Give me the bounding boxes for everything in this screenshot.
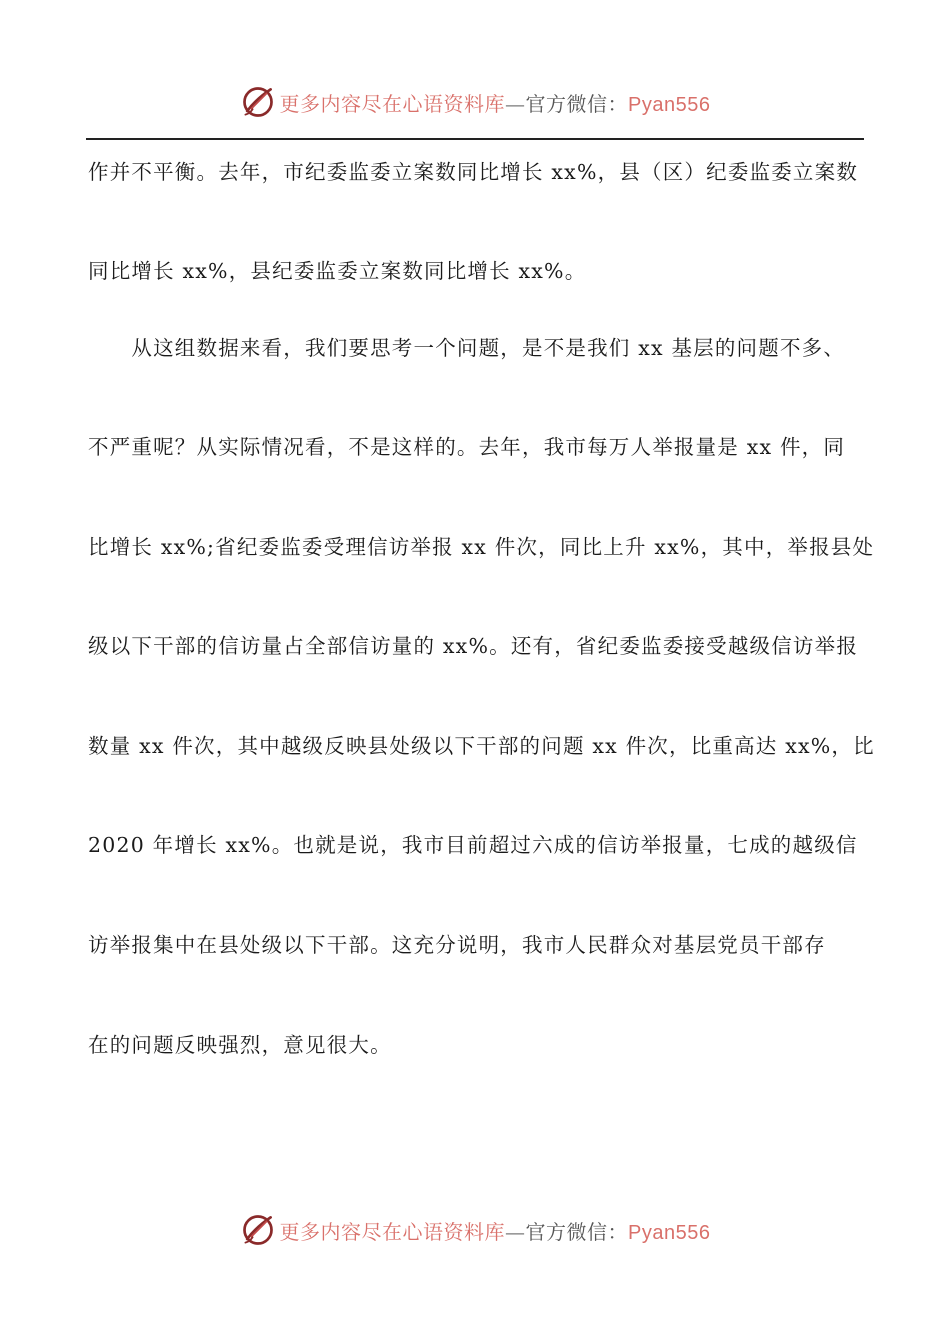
body-line: 作并不平衡。去年，市纪委监委立案数同比增长 xx%，县（区）纪委监委立案数: [88, 160, 859, 184]
body-line: 不严重呢？从实际情况看，不是这样的。去年，我市每万人举报量是 xx 件，同: [88, 435, 846, 459]
body-line: 比增长 xx%;省纪委监委受理信访举报 xx 件次，同比上升 xx%，其中，举报县处: [88, 535, 875, 559]
body-line: 级以下干部的信访量占全部信访量的 xx%。还有，省纪委监委接受越级信访举报: [88, 634, 859, 658]
pen-logo-icon: [240, 1212, 276, 1248]
pen-logo-icon: [240, 84, 276, 120]
footer-brand-text: 更多内容尽在心语资料库: [279, 1219, 506, 1244]
header-wechat-id: Pyan556: [628, 93, 711, 116]
body-line: 2020 年增长 xx%。也就是说，我市目前超过六成的信访举报量，七成的越级信: [88, 833, 858, 857]
footer-official-label: 官方微信：: [525, 1219, 629, 1244]
footer-wechat-id: Pyan556: [628, 1221, 711, 1244]
header-official-label: 官方微信：: [525, 91, 629, 116]
header-banner: [0, 82, 950, 122]
header-divider: [86, 138, 864, 140]
footer-banner-text: [280, 1216, 711, 1245]
footer-banner: [0, 1210, 950, 1250]
body-line: 数量 xx 件次，其中越级反映县处级以下干部的问题 xx 件次，比重高达 xx%，比: [88, 734, 875, 758]
body-line: 在的问题反映强烈，意见很大。: [88, 1033, 392, 1057]
body-line: 从这组数据来看，我们要思考一个问题，是不是我们 xx 基层的问题不多、: [88, 336, 846, 360]
header-brand-text: 更多内容尽在心语资料库: [279, 91, 506, 116]
body-line: 同比增长 xx%，县纪委监委立案数同比增长 xx%。: [88, 259, 587, 283]
body-line: 访举报集中在县处级以下干部。这充分说明，我市人民群众对基层党员干部存: [88, 933, 826, 957]
footer-dash: —: [505, 1219, 526, 1244]
header-banner-text: [280, 88, 711, 117]
header-dash: —: [505, 91, 526, 116]
